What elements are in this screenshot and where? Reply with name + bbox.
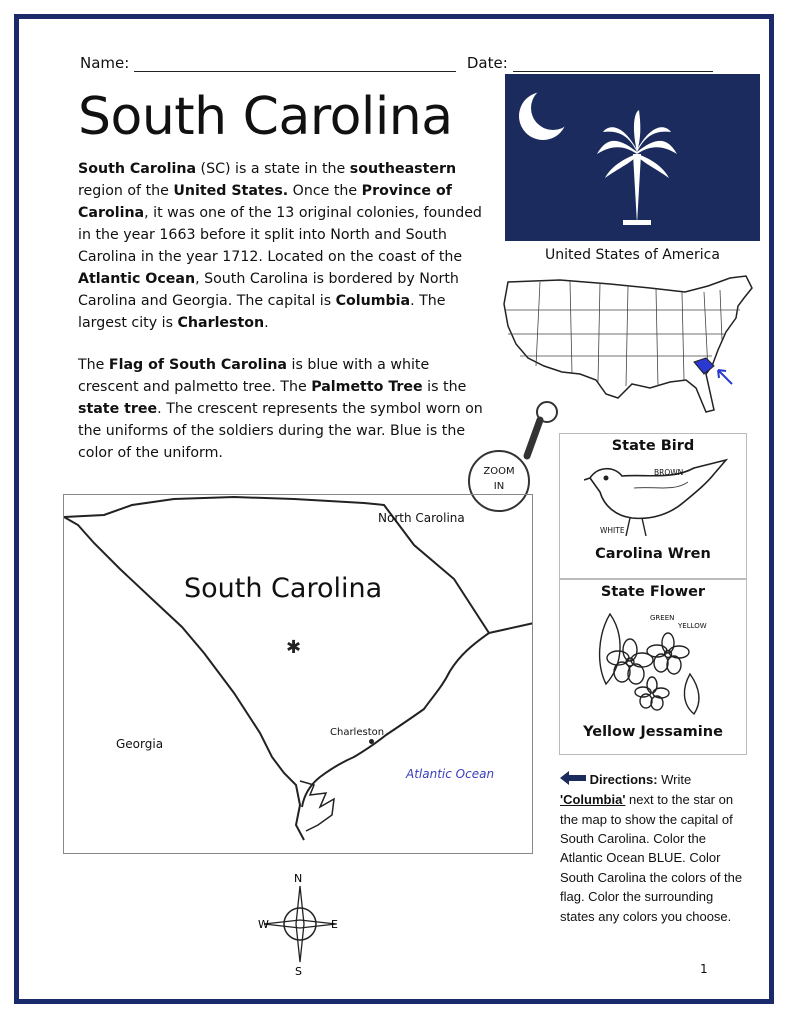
flower-yellow-label: YELLOW <box>678 622 707 630</box>
charleston-dot <box>369 739 374 744</box>
p1-segment: , South Carolina is bordered by North Carolina and Georgia. The capital is <box>78 271 459 309</box>
date-label: Date: <box>466 54 508 72</box>
compass-w: W <box>258 918 269 931</box>
p1-segment: . <box>264 315 269 331</box>
p1-segment: South Carolina <box>78 161 197 177</box>
flag-emblem-icon <box>505 74 760 241</box>
sc-outline-icon <box>64 495 533 854</box>
p2-segment: is blue with a white crescent and palmetto tree. The <box>78 357 430 395</box>
name-label: Name: <box>80 54 130 72</box>
p2-segment: Flag of South Carolina <box>108 357 288 373</box>
flag-paragraph <box>78 354 488 464</box>
sc-map-label: South Carolina <box>184 573 383 604</box>
usa-map-label: United States of America <box>545 247 720 263</box>
p1-segment: southeastern <box>349 161 457 177</box>
bird-brown-label: BROWN <box>654 468 684 477</box>
intro-paragraph <box>78 158 488 334</box>
p1-segment: (SC) is a state in the <box>196 161 350 177</box>
zoom-label-2: IN <box>493 481 505 492</box>
p1-segment: Columbia <box>335 293 411 309</box>
compass-icon <box>258 872 342 976</box>
south-carolina-map <box>63 494 533 854</box>
p2-segment: Palmetto Tree <box>311 379 423 395</box>
compass-e: E <box>331 918 338 931</box>
p1-segment: , it was one of the 13 original colonies, founded in the year 1663 before it split into North and South Carolina in the year 1712. Located on the coast of the <box>78 205 482 265</box>
compass-rose <box>258 872 342 980</box>
p1-segment: Province of Carolina <box>78 183 452 221</box>
directions-write: Write <box>657 772 692 787</box>
north-carolina-label: North Carolina <box>378 511 465 525</box>
p1-segment: region of the <box>78 183 174 199</box>
compass-s: S <box>295 965 302 976</box>
date-field[interactable] <box>513 57 713 72</box>
state-flower-heading: State Flower <box>600 584 706 600</box>
compass-n: N <box>294 872 303 885</box>
p1-segment: . The largest city is <box>78 293 446 331</box>
directions-city: 'Columbia' <box>560 792 626 808</box>
name-date-row <box>80 54 713 72</box>
p1-segment: Once the <box>288 183 362 199</box>
directions-text <box>560 770 750 926</box>
georgia-label: Georgia <box>116 737 164 751</box>
p2-segment: . The crescent represents the symbol worn on the uniforms of the soldiers during the war. Blue is the color of the uniform. <box>78 401 483 461</box>
page-title: South Carolina <box>78 87 453 147</box>
charleston-label: Charleston <box>330 727 385 738</box>
left-arrow-icon <box>560 771 586 790</box>
p1-segment: United States. <box>173 183 289 199</box>
zoom-label-1: ZOOM <box>483 466 515 477</box>
state-bird-name: Carolina Wren <box>595 546 711 562</box>
bird-white-label: WHITE <box>600 526 625 535</box>
state-bird-heading: State Bird <box>611 438 695 454</box>
state-bird-card <box>559 433 747 579</box>
p2-segment: state tree <box>78 401 158 417</box>
p1-segment: Charleston <box>177 315 265 331</box>
directions-rest: next to the star on the map to show the capital of South Carolina. Color the Atlantic Ocean BLUE. Color South Carolina the colors of the flag. Color the surrounding states any colors you choose. <box>560 792 743 924</box>
p1-segment: Atlantic Ocean <box>78 271 196 287</box>
atlantic-ocean-label: Atlantic Ocean <box>406 767 495 781</box>
svg-text:✱: ✱ <box>286 637 302 658</box>
state-flower-card <box>559 579 747 755</box>
p2-segment: The <box>78 357 109 373</box>
directions-lead: Directions: <box>589 772 658 787</box>
state-flag <box>505 74 760 241</box>
flower-green-label: GREEN <box>650 614 675 622</box>
page-number: 1 <box>700 962 708 976</box>
state-flower-name: Yellow Jessamine <box>583 724 723 740</box>
name-field[interactable] <box>134 57 456 72</box>
p2-segment: is the <box>422 379 467 395</box>
